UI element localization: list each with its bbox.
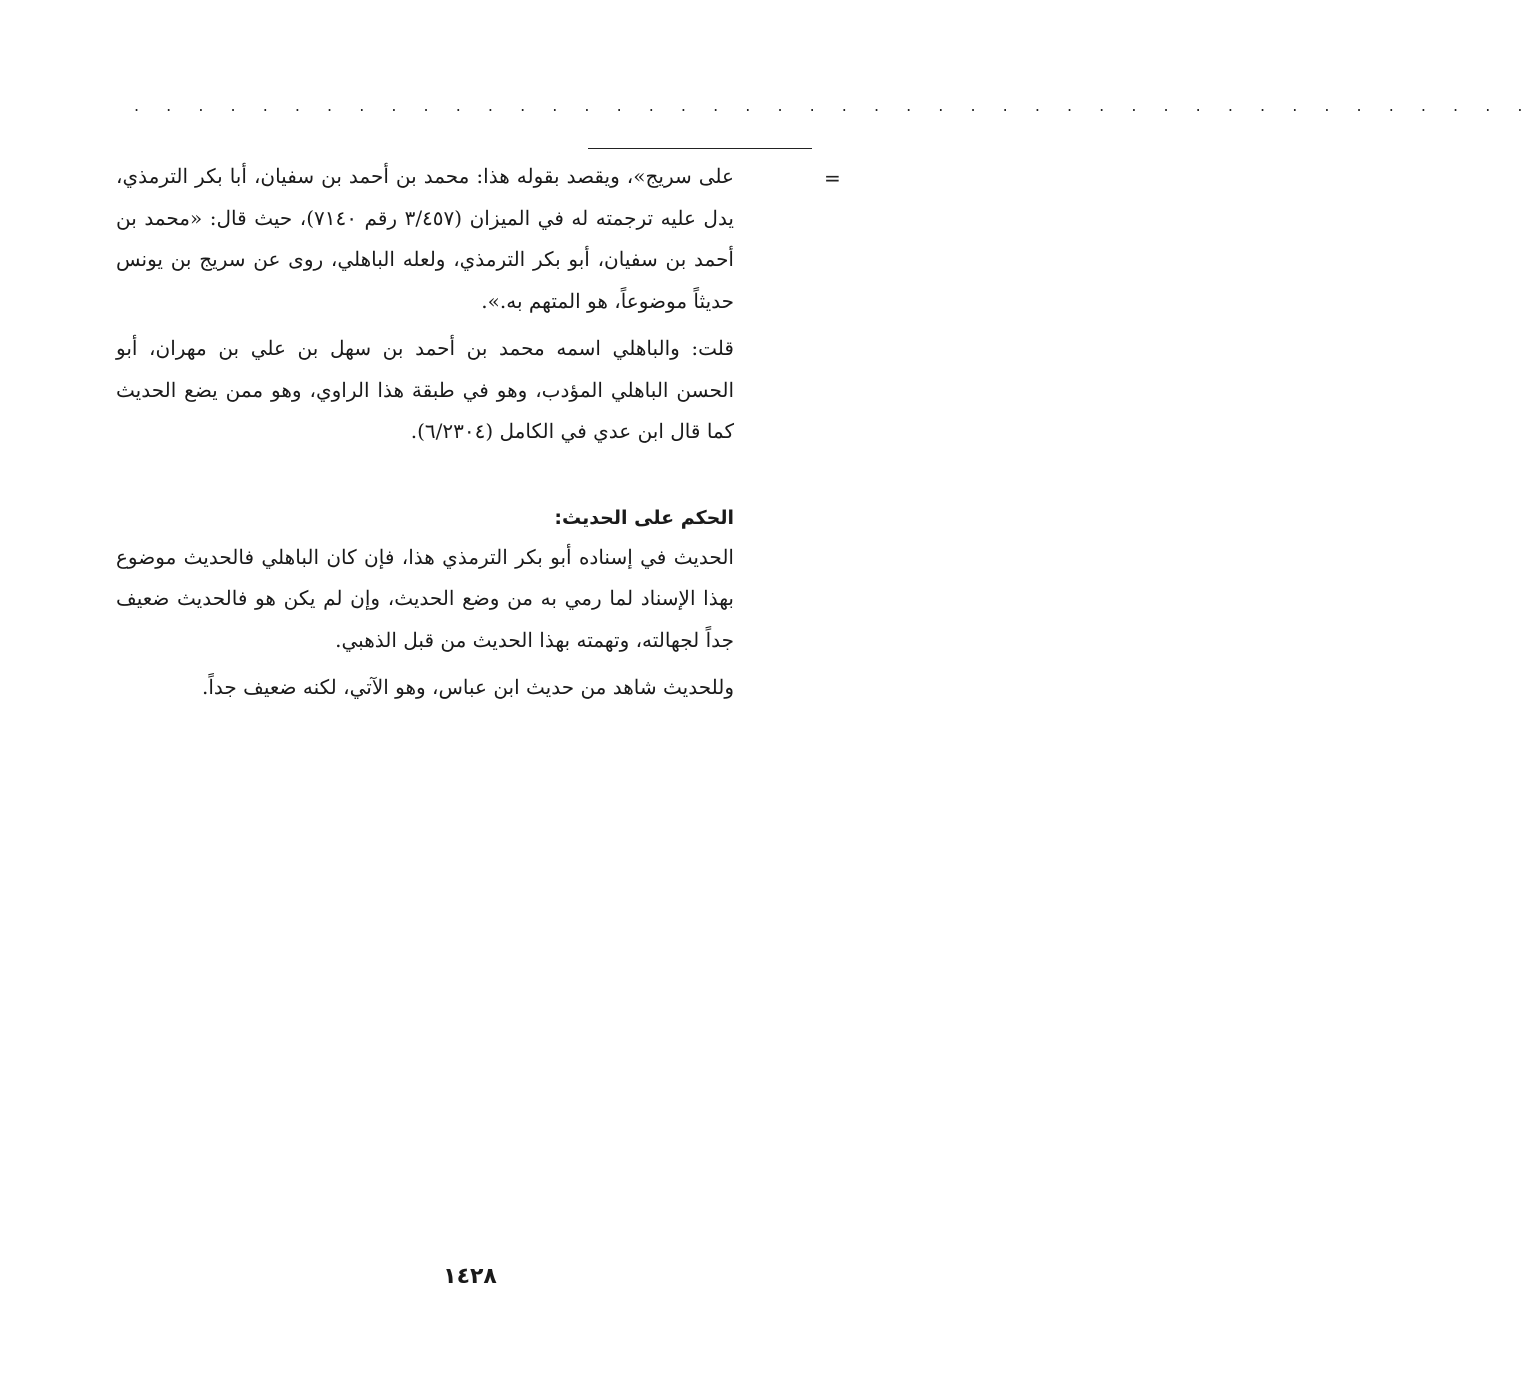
ruling-paragraph: وللحديث شاهد من حديث ابن عباس، وهو الآتي، لكنه ضعيف جداً. (202, 675, 734, 699)
footnote-paragraph: على سريج»، ويقصد بقوله هذا: محمد بن أحمد بن سفيان، أبا بكر الترمذي، يدل عليه ترجمته له في الميزان (٣/٤٥٧ رقم ٧١٤٠)، حيث قال: «محمد بن أحمد بن سفيان، أبو بكر الترمذي، ولعله الباهلي، روى عن سريج بن يونس حديثاً موضوعاً، هو المتهم به.». (116, 164, 735, 313)
page-body (116, 156, 734, 709)
continuation-mark: = (824, 166, 841, 190)
dotted-separator: . . . . . . . . . . . . . . . . . . . . . . . . . . . . . . . . . . . . . . . . . . . . (134, 96, 1533, 115)
footnote-paragraph: قلت: والباهلي اسمه محمد بن أحمد بن سهل بن علي بن مهران، أبو الحسن الباهلي المؤدب، وهو في طبقة هذا الراوي، وهو ممن يضع الحديث كما قال ابن عدي في الكامل (٦/٢٣٠٤). (116, 336, 735, 443)
page-number: ١٤٢٨ (443, 1264, 497, 1289)
ruling-paragraph: الحديث في إسناده أبو بكر الترمذي هذا، فإن كان الباهلي فالحديث موضوع بهذا الإسناد لما رمي به من وضع الحديث، وإن لم يكن هو فالحديث ضعيف جداً لجهالته، وتهمته بهذا الحديث من قبل الذهبي. (116, 544, 734, 652)
ruling-heading: الحكم على الحديث: (554, 506, 734, 529)
footnote-divider (588, 148, 812, 149)
